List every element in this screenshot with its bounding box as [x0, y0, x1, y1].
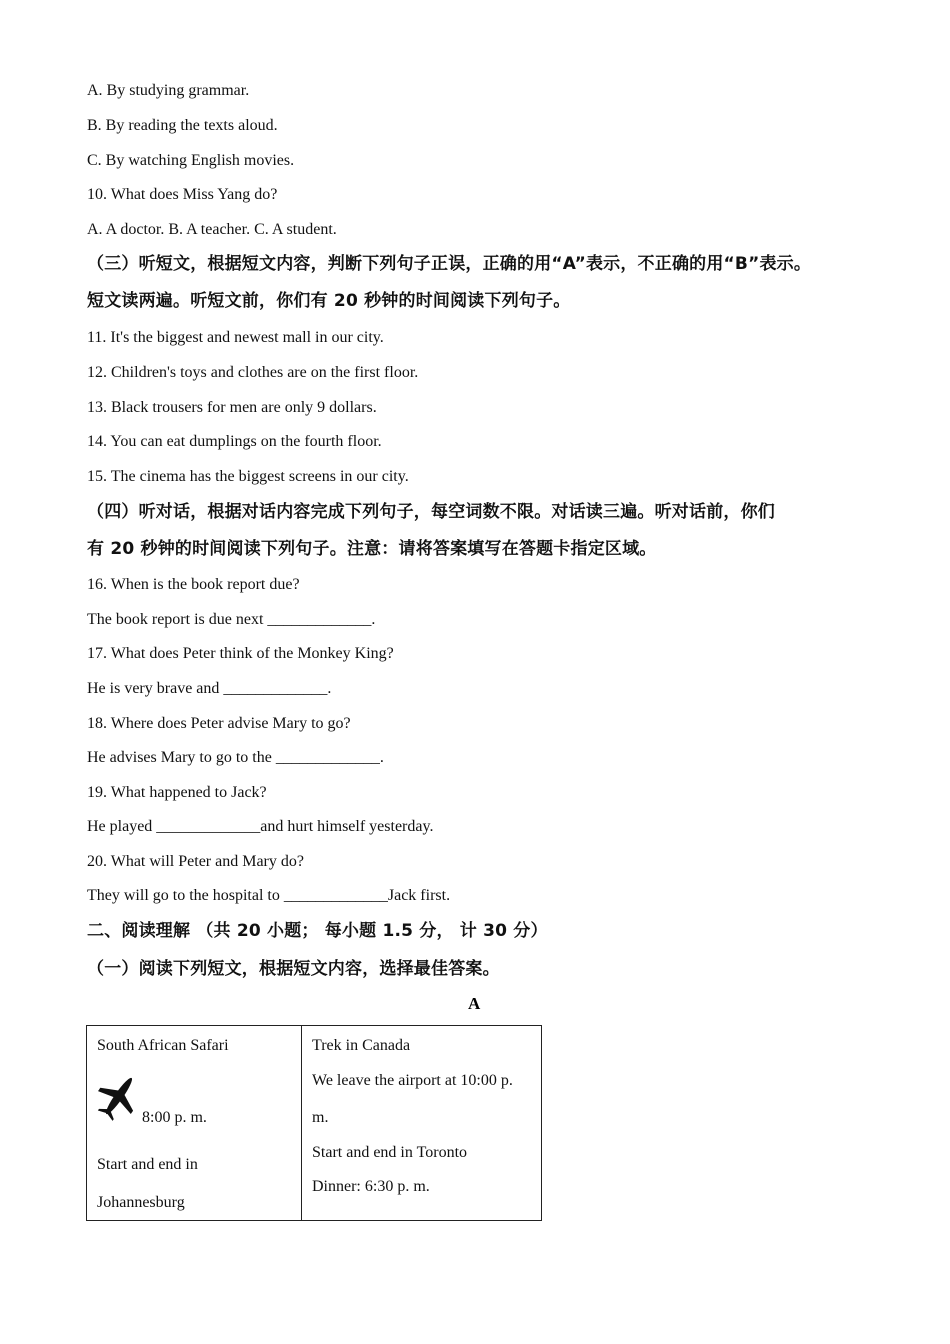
safari-start-line2: Johannesburg: [97, 1194, 185, 1211]
part-2-heading: 二、阅读理解 （共 20 小题； 每小题 1.5 分， 计 30 分）: [87, 921, 548, 941]
section-4-instruction-line2: 有 20 秒钟的时间阅读下列句子。注意：请将答案填写在答题卡指定区域。: [87, 539, 657, 559]
question-20: 20. What will Peter and Mary do?: [87, 853, 304, 870]
canada-departure-line1: We leave the airport at 10:00 p.: [312, 1072, 513, 1089]
section-3-instruction-line1: （三）听短文，根据短文内容，判断下列句子正误，正确的用“A”表示，不正确的用“B”表示。: [87, 254, 812, 274]
answer-19: He played _____________and hurt himself yesterday.: [87, 818, 434, 835]
question-14: 14. You can eat dumplings on the fourth floor.: [87, 433, 382, 450]
canada-title: Trek in Canada: [312, 1037, 411, 1054]
question-12: 12. Children's toys and clothes are on the first floor.: [87, 364, 419, 381]
safari-time: 8:00 p. m.: [142, 1109, 207, 1126]
safari-title: South African Safari: [97, 1037, 229, 1054]
option-a: A. By studying grammar.: [87, 82, 250, 99]
canada-start-end: Start and end in Toronto: [312, 1144, 468, 1161]
canada-dinner: Dinner: 6:30 p. m.: [312, 1178, 430, 1195]
answer-20: They will go to the hospital to _____________Jack first.: [87, 887, 451, 904]
question-10: 10. What does Miss Yang do?: [87, 186, 278, 203]
canada-departure-line2: m.: [312, 1109, 329, 1126]
question-19: 19. What happened to Jack?: [87, 784, 267, 801]
answer-18: He advises Mary to go to the _____________.: [87, 749, 384, 766]
passage-label: A: [468, 994, 481, 1013]
answer-17: He is very brave and _____________.: [87, 680, 332, 697]
question-16: 16. When is the book report due?: [87, 576, 300, 593]
question-10-options: A. A doctor. B. A teacher. C. A student.: [87, 221, 337, 238]
canada-cell: [302, 1026, 542, 1221]
safari-start-line1: Start and end in: [97, 1156, 198, 1173]
question-15: 15. The cinema has the biggest screens in our city.: [87, 468, 409, 485]
answer-16: The book report is due next _____________.: [87, 611, 376, 628]
section-4-instruction-line1: （四）听对话，根据对话内容完成下列句子，每空词数不限。对话读三遍。听对话前，你们: [87, 502, 775, 522]
reading-section-1-instruction: （一）阅读下列短文，根据短文内容，选择最佳答案。: [87, 959, 500, 979]
question-18: 18. Where does Peter advise Mary to go?: [87, 715, 351, 732]
question-17: 17. What does Peter think of the Monkey King?: [87, 645, 394, 662]
airplane-icon: [97, 1070, 141, 1122]
option-b: B. By reading the texts aloud.: [87, 117, 278, 134]
tour-table: [86, 1025, 542, 1221]
option-c: C. By watching English movies.: [87, 152, 295, 169]
section-3-instruction-line2: 短文读两遍。听短文前，你们有 20 秒钟的时间阅读下列句子。: [87, 291, 571, 311]
question-11: 11. It's the biggest and newest mall in our city.: [87, 329, 384, 346]
question-13: 13. Black trousers for men are only 9 dollars.: [87, 399, 377, 416]
safari-cell: [87, 1026, 302, 1221]
